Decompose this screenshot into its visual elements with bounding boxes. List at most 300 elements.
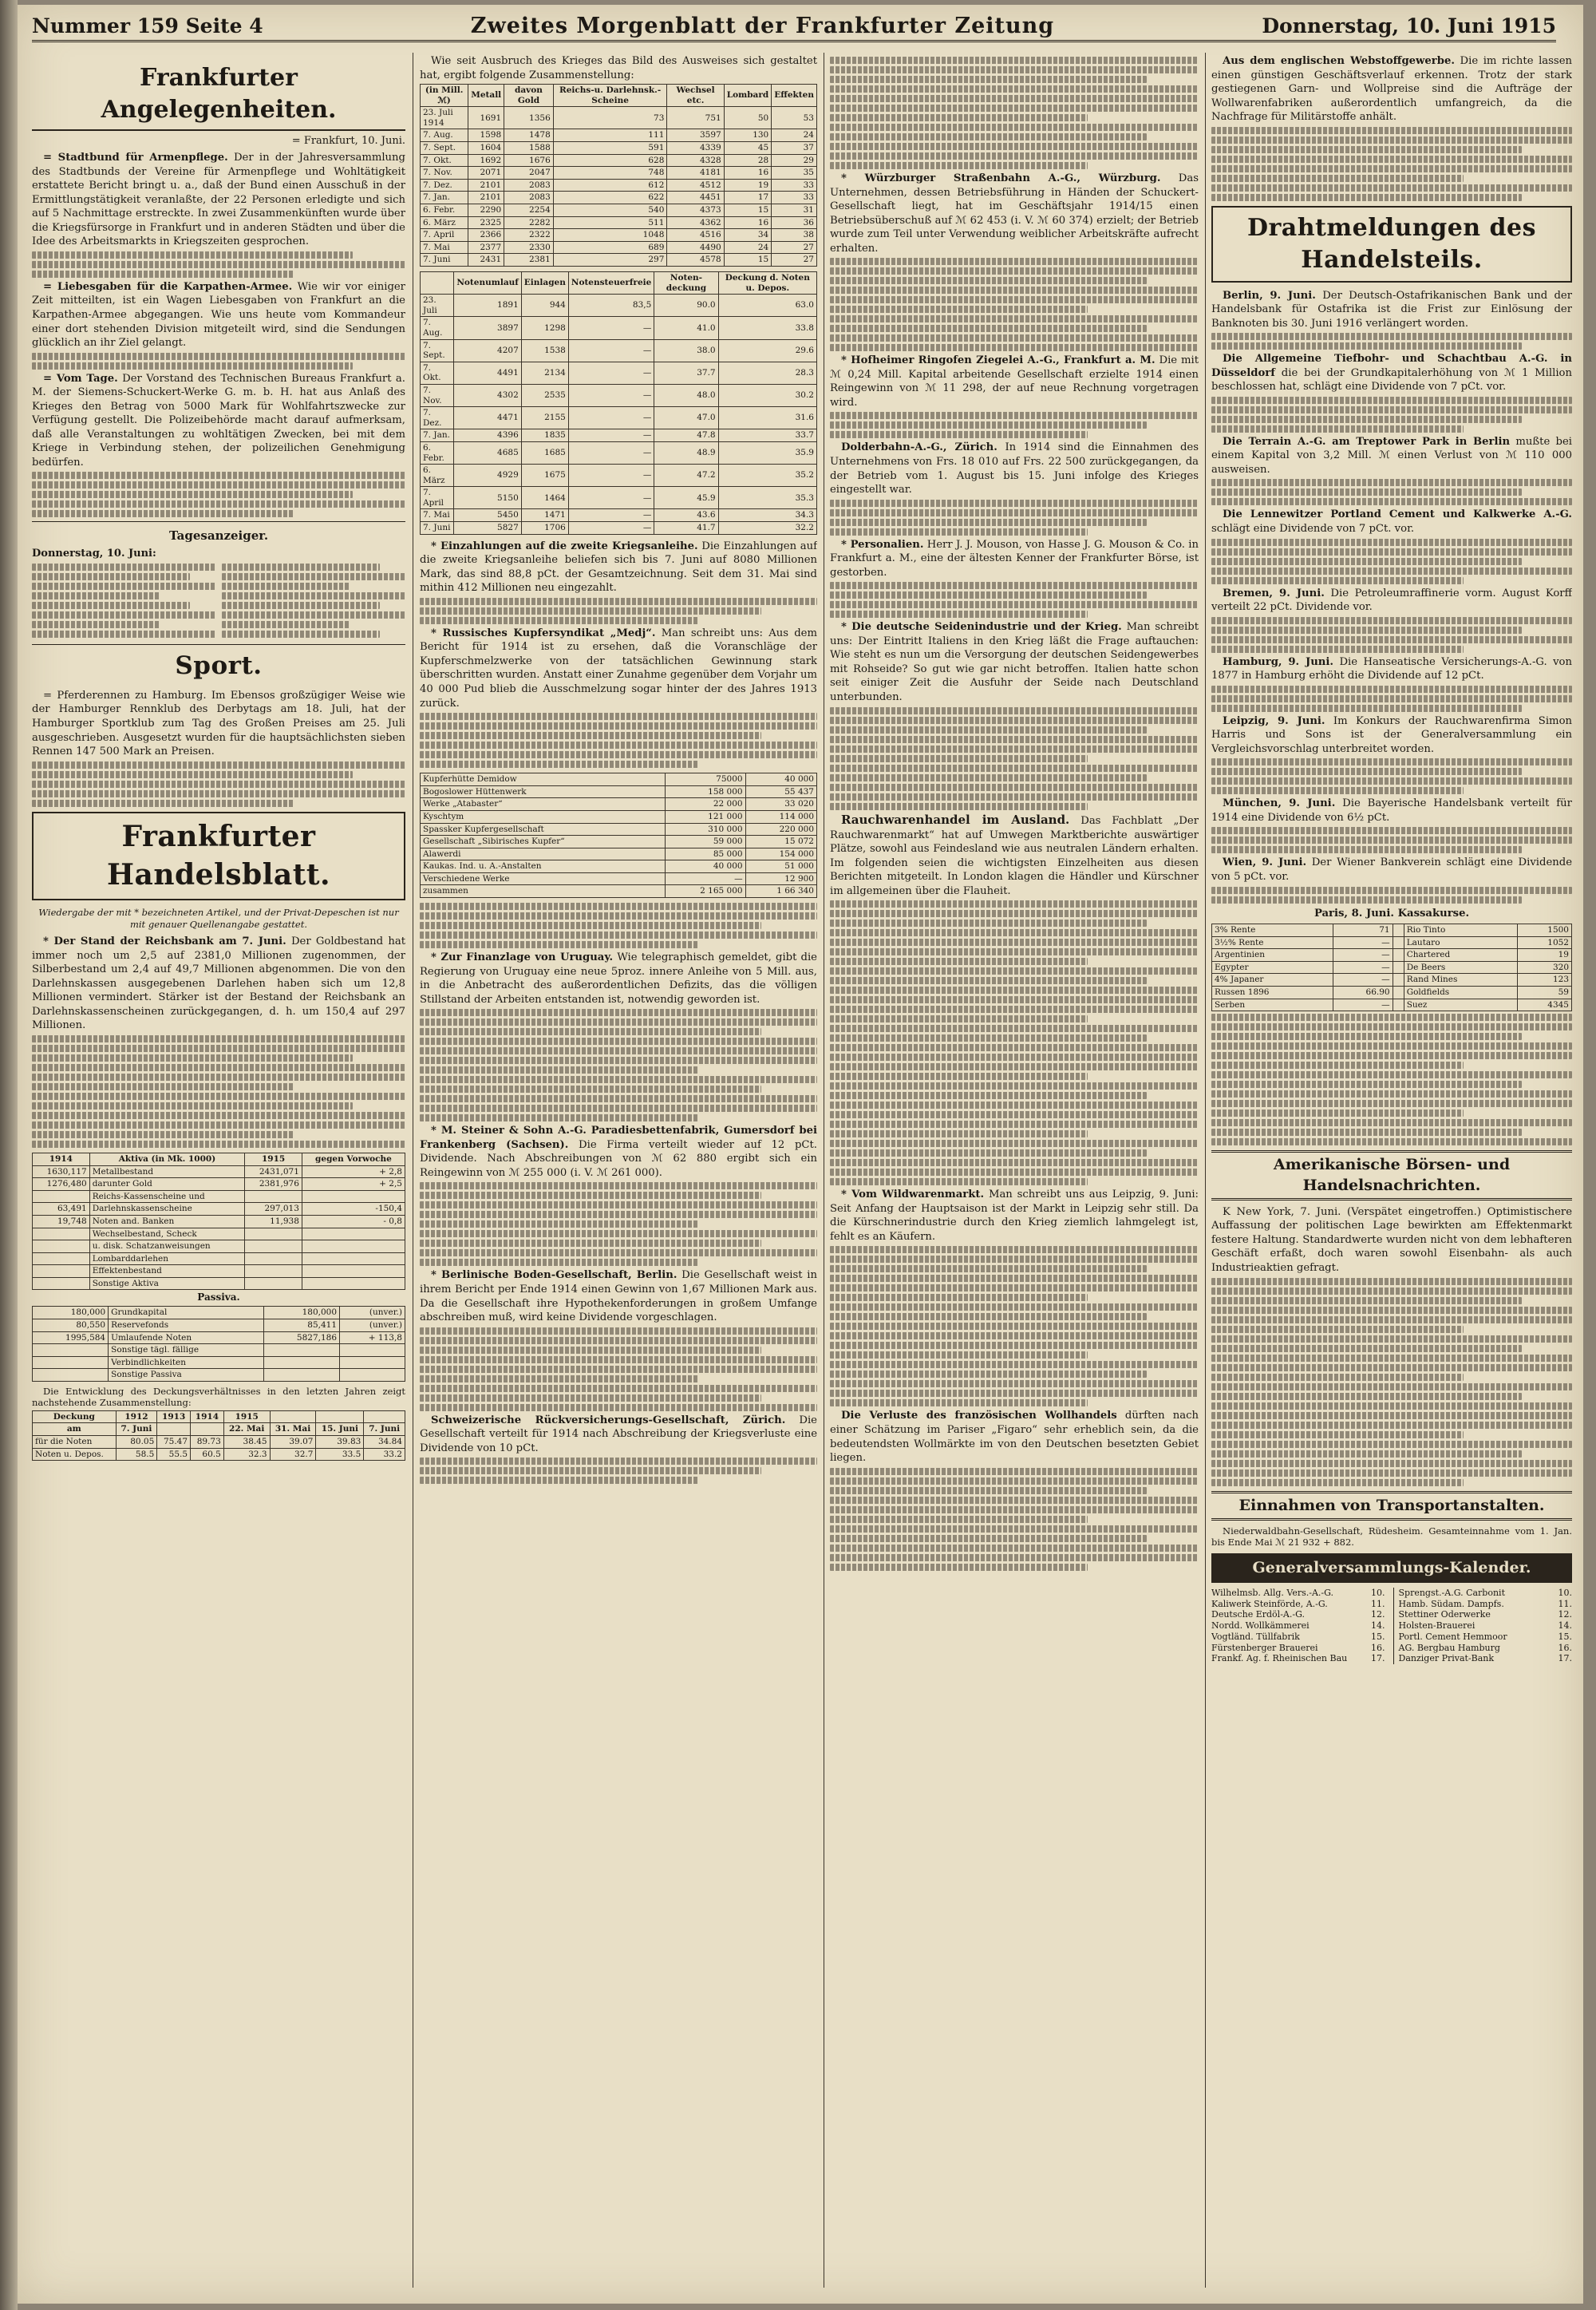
kalender-title: Generalversammlungs-Kalender. xyxy=(1211,1553,1572,1583)
text-line xyxy=(32,251,353,259)
meldung-text: Im Konkurs der Rauchwarenfirma Simon Harris und Sons ist der Generalversammlung ein Vergleichsvorschlag unterbreitet worden. xyxy=(1211,714,1572,755)
table-row xyxy=(421,192,817,204)
table-cell: 4328 xyxy=(667,154,724,167)
table-cell: — xyxy=(568,362,654,384)
table-row xyxy=(421,465,817,487)
text-line xyxy=(830,929,1199,936)
table-cell: 1052 xyxy=(1518,936,1572,949)
article-head: * Hofheimer Ringofen Ziegelei A.-G., Frankfurt a. M. xyxy=(841,354,1156,367)
text-line xyxy=(830,1554,1199,1561)
article-text: Die Gesellschaft weist in ihrem Bericht per Ende 1914 einen Gewinn von 1,67 Millionen Mark aus. Da die Gesellschaft ihre Hypothekenforderungen in großem Umfange abschreiben muß, wird keine Dividende vorgeschlagen. xyxy=(420,1269,817,1324)
table-cell: 37.7 xyxy=(654,362,718,384)
table-cell: Serben xyxy=(1212,999,1333,1011)
text-line xyxy=(830,1468,1199,1475)
amerika-title: Amerikanische Börsen- und Handelsnachrichten. xyxy=(1211,1150,1572,1200)
text-line xyxy=(222,611,405,619)
article xyxy=(420,951,817,1007)
table-cell: 4207 xyxy=(454,339,521,362)
article-head: * Personalien. xyxy=(841,538,924,551)
paris-table xyxy=(1211,924,1572,1011)
text-line xyxy=(32,1141,405,1148)
text-line xyxy=(830,315,1199,322)
kupfer-table xyxy=(420,773,817,898)
text-line xyxy=(420,1028,761,1035)
text-line xyxy=(830,95,1199,102)
text-line xyxy=(1211,695,1572,702)
table-cell: 28.3 xyxy=(718,362,816,384)
table-cell: 80.05 xyxy=(116,1435,157,1448)
table-cell: 2254 xyxy=(504,204,554,217)
text-line xyxy=(420,1458,817,1465)
table-cell: 48.9 xyxy=(654,441,718,464)
table-header-cell: 1914 xyxy=(191,1410,224,1423)
table-cell: 2071 xyxy=(468,167,504,180)
text-line xyxy=(420,732,761,739)
table-cell: Kyschtym xyxy=(421,810,666,823)
table-cell: — xyxy=(568,441,654,464)
table-row xyxy=(421,254,817,267)
table-cell: 1676 xyxy=(504,154,554,167)
table-cell: 7. Okt. xyxy=(421,362,454,384)
passiva-row xyxy=(33,1344,405,1357)
table-cell: 4929 xyxy=(454,465,521,487)
table-cell: u. disk. Schatzanweisungen xyxy=(89,1240,245,1253)
text-line xyxy=(830,431,1088,438)
text-line xyxy=(830,958,1088,965)
text-line xyxy=(1211,1355,1572,1362)
table-cell xyxy=(1393,924,1404,937)
table-cell: 40 000 xyxy=(666,860,746,873)
text-line xyxy=(830,344,1199,351)
table-cell: 4512 xyxy=(667,179,724,192)
table-cell xyxy=(245,1228,302,1240)
table-cell xyxy=(1393,987,1404,999)
table-cell xyxy=(33,1190,90,1203)
article xyxy=(420,1124,817,1180)
aktiva-row xyxy=(33,1165,405,1178)
table-cell xyxy=(263,1369,339,1382)
column-rule xyxy=(1205,53,1206,2288)
table-cell: 2101 xyxy=(468,192,504,204)
text-line xyxy=(420,1019,817,1026)
text-line xyxy=(420,617,698,624)
text-line xyxy=(32,1093,405,1100)
table-cell xyxy=(263,1344,339,1357)
text-line xyxy=(420,1095,817,1102)
kalender-date: 10. xyxy=(1371,1587,1385,1598)
article-text: Die im richte lassen einen günstigen Geschäftsverlauf erkennen. Trotz der stark gestiegenen Garn- und Wollpreise sind die Aufträge der Wollwarenfabriken außerordentlich umfangreich, da die Nachfrage für Militärstoffe anhält. xyxy=(1211,55,1572,124)
text-line xyxy=(32,1074,405,1081)
kalender-date: 17. xyxy=(1371,1653,1385,1664)
kupfer-row xyxy=(421,872,817,885)
table-cell: 2282 xyxy=(504,216,554,229)
table-row xyxy=(421,129,817,142)
table-header-cell: (in Mill. ℳ) xyxy=(421,85,468,107)
table-cell: 33.2 xyxy=(364,1448,405,1461)
text-line xyxy=(1211,1412,1572,1419)
text-line xyxy=(1211,1326,1464,1333)
text-line xyxy=(830,1545,1199,1552)
table-cell: 35.3 xyxy=(718,487,816,509)
table-header-cell: 22. Mai xyxy=(223,1423,270,1436)
table-cell: 7. April xyxy=(421,487,454,509)
table-cell: Noten u. Depos. xyxy=(33,1448,117,1461)
text-line xyxy=(420,1347,761,1354)
table-header-cell: davon Gold xyxy=(504,85,554,107)
text-line xyxy=(830,967,1199,975)
table-cell: 1478 xyxy=(504,129,554,142)
table-cell: 748 xyxy=(553,167,667,180)
table-cell: Kaukas. Ind. u. A.-Anstalten xyxy=(421,860,666,873)
text-line xyxy=(420,751,817,758)
text-line xyxy=(830,76,1147,83)
kalender-entry xyxy=(1211,1588,1385,1599)
text-line xyxy=(222,602,380,609)
text-line xyxy=(32,1102,353,1110)
text-line xyxy=(1211,194,1522,201)
table-cell xyxy=(302,1228,405,1240)
text-line xyxy=(830,1130,1088,1137)
text-line xyxy=(1211,705,1522,712)
passiva-row xyxy=(33,1331,405,1344)
text-line xyxy=(830,1169,1199,1176)
table-cell: Reichs-Kassenscheine und xyxy=(89,1190,245,1203)
table-cell: 30.2 xyxy=(718,384,816,406)
table-cell: 85 000 xyxy=(666,848,746,860)
sport-text: = Pferderennen zu Hamburg. Im Ebensos großzügiger Weise wie der Hamburger Rennklub des Derbytags am 18. Juli, hat der Hamburger Sportklub zum Tag des Großen Preises am 25. Juli ausgeschrieben. Ausgesetzt wurden für die hauptsächlichsten sieben Rennen 147 500 Mark an Preisen. xyxy=(32,689,405,758)
text-line xyxy=(830,1487,1147,1494)
meldung-text: Der Deutsch-Ostafrikanischen Bank und der Handelsbank für Ostafrika ist die Frist zur Einlösung der Banknoten bis 30. Juni 1916 verlängert worden. xyxy=(1211,289,1572,330)
text-line xyxy=(830,755,1088,762)
table-cell: Alawerdi xyxy=(421,848,666,860)
table-cell: Rand Mines xyxy=(1404,974,1517,987)
deckung-row xyxy=(33,1435,405,1448)
table-row xyxy=(421,509,817,522)
text-line xyxy=(420,1467,761,1474)
text-line xyxy=(222,631,380,638)
meldung-text: Die Bayerische Handelsbank verteilt für 1914 eine Dividende von 6½ pCt. xyxy=(1211,797,1572,824)
kalender-entry xyxy=(1399,1620,1573,1632)
kalender-date: 16. xyxy=(1558,1642,1572,1653)
text-line xyxy=(32,631,215,638)
table-cell: 114 000 xyxy=(745,810,816,823)
kupfer-row xyxy=(421,848,817,860)
table-cell xyxy=(302,1265,405,1278)
reichsbank-table-2 xyxy=(420,271,817,535)
text-line xyxy=(1211,175,1464,182)
table-header-cell xyxy=(270,1410,316,1423)
table-cell: 2381 xyxy=(504,254,554,267)
table-cell xyxy=(33,1277,90,1290)
table-cell: 33 xyxy=(772,179,817,192)
table-cell: 1500 xyxy=(1518,924,1572,937)
text-line xyxy=(830,287,1199,294)
text-line xyxy=(1211,777,1572,785)
table-cell: 24 xyxy=(724,241,772,254)
handelsblatt-note: Wiedergabe der mit * bezeichneten Artikel, und der Privat-Depeschen ist nur mit genauer Quellenangabe gestattet. xyxy=(38,907,399,930)
table-row xyxy=(421,216,817,229)
table-header-cell xyxy=(157,1423,191,1436)
table-row xyxy=(421,154,817,167)
sport-title: Sport. xyxy=(175,651,263,680)
table-cell: 33.8 xyxy=(718,317,816,339)
table-cell: 158 000 xyxy=(666,785,746,798)
table-cell: 1706 xyxy=(521,522,568,535)
table-cell: Russen 1896 xyxy=(1212,987,1333,999)
meldung-text: schlägt eine Dividende von 7 pCt. vor. xyxy=(1211,522,1415,535)
text-line xyxy=(1211,1090,1572,1098)
tagesanzeiger-date: Donnerstag, 10. Juni: xyxy=(32,548,156,560)
kalender-entry xyxy=(1211,1609,1385,1620)
table-cell: 2101 xyxy=(468,179,504,192)
kalender-company: Kaliwerk Steinförde, A.-G. xyxy=(1211,1598,1328,1609)
table-header-cell: Einlagen xyxy=(521,272,568,295)
article-head: Schweizerische Rückversicherungs-Gesellschaft, Zürich. xyxy=(431,1414,786,1426)
meldung-head: München, 9. Juni. xyxy=(1223,797,1336,810)
table-cell: 220 000 xyxy=(745,823,816,836)
text-line xyxy=(1211,1441,1572,1448)
text-line xyxy=(830,900,1199,908)
table-cell: 1298 xyxy=(521,317,568,339)
kalender-entry xyxy=(1211,1599,1385,1610)
text-line xyxy=(1211,1119,1572,1126)
text-line xyxy=(1211,1052,1572,1059)
table-cell xyxy=(340,1356,405,1369)
article-text: Das Unternehmen, dessen Betriebsführung in Händen der Schuckert-Gesellschaft liegt, hat im Geschäftsjahr 1914/15 einen Betriebsüberschuß auf ℳ 62 453 (i. V. ℳ 60 374) erzielt; der Betrieb wurde zum Teil unter Verwendung weiblicher Arbeitskräfte aufrecht erhalten. xyxy=(830,172,1199,255)
table-cell: 45.9 xyxy=(654,487,718,509)
text-line xyxy=(830,1015,1088,1022)
text-line xyxy=(1211,165,1572,172)
aktiva-row xyxy=(33,1252,405,1265)
table-cell: 7. April xyxy=(421,229,468,242)
article-head: = Stadtbund für Armenpflege. xyxy=(43,152,228,164)
text-line xyxy=(32,790,405,797)
kalender-company: Sprengst.-A.G. Carbonit xyxy=(1398,1587,1505,1598)
text-line xyxy=(830,1506,1199,1513)
text-line xyxy=(1211,146,1522,153)
table-row xyxy=(421,179,817,192)
aktiva-row xyxy=(33,1215,405,1228)
table-cell: Reservefonds xyxy=(109,1319,264,1332)
text-line xyxy=(1211,416,1522,423)
column-2 xyxy=(420,54,817,2289)
table-cell: 85,411 xyxy=(263,1319,339,1332)
article-text: dürften nach einer Schätzung im Pariser „Figaro“ sehr erheblich sein, da die bedeutendsten Wollmärkte im von den Deutschen besetzten Gebiet liegen. xyxy=(830,1410,1199,1465)
drahtmeldungen-title: Drahtmeldungen des Handelsteils. xyxy=(1211,206,1572,283)
table-cell: 34.84 xyxy=(364,1435,405,1448)
table-cell: 22 000 xyxy=(666,798,746,811)
table-cell: 4491 xyxy=(454,362,521,384)
text-line xyxy=(1211,827,1572,834)
table-cell xyxy=(1393,961,1404,974)
table-cell: 31.6 xyxy=(718,407,816,429)
table-cell: — xyxy=(568,465,654,487)
column-4 xyxy=(1211,54,1572,2289)
article-head: * Vom Wildwarenmarkt. xyxy=(841,1189,985,1201)
kalender-date: 12. xyxy=(1371,1609,1385,1620)
article xyxy=(830,1409,1199,1465)
table-header-cell: Reichs-u. Darlehnsk.-Scheine xyxy=(553,85,667,107)
table-cell: — xyxy=(568,317,654,339)
kupfer-row xyxy=(421,810,817,823)
article-head: * Einzahlungen auf die zweite Kriegsanleihe. xyxy=(431,540,698,552)
table-cell: — xyxy=(1333,936,1393,949)
text-line xyxy=(830,1361,1199,1368)
table-cell: 41.7 xyxy=(654,522,718,535)
kalender-date: 11. xyxy=(1558,1598,1572,1609)
paris-row xyxy=(1212,936,1572,949)
kalender-date: 15. xyxy=(1558,1631,1572,1642)
meldung xyxy=(1211,587,1572,615)
article-head: = Liebesgaben für die Karpathen-Armee. xyxy=(43,280,293,293)
text-line xyxy=(32,573,190,580)
text-line xyxy=(420,1230,817,1237)
table-cell: 1538 xyxy=(521,339,568,362)
table-cell: 6. März xyxy=(421,465,454,487)
table-cell: 751 xyxy=(667,107,724,129)
text-line xyxy=(1211,127,1572,134)
aktiva-row xyxy=(33,1190,405,1203)
table-cell: 47.2 xyxy=(654,465,718,487)
table-cell: 55.5 xyxy=(157,1448,191,1461)
table-cell: 1588 xyxy=(504,142,554,155)
text-line xyxy=(830,717,1199,724)
table-cell: 7. Nov. xyxy=(421,167,468,180)
aktiva-head: gegen Vorwoche xyxy=(302,1153,405,1165)
text-line xyxy=(830,765,1199,772)
meldung xyxy=(1211,435,1572,477)
kalender-company: Frankf. Ag. f. Rheinischen Bau xyxy=(1211,1653,1348,1664)
text-line xyxy=(1211,1393,1522,1400)
table-cell xyxy=(245,1277,302,1290)
text-line xyxy=(830,1140,1199,1147)
article-head: Die Verluste des französischen Wollhandels xyxy=(841,1410,1117,1422)
text-line xyxy=(830,1342,1199,1349)
text-line xyxy=(830,1265,1147,1272)
text-line xyxy=(1211,1364,1572,1371)
table-cell: 35 xyxy=(772,167,817,180)
text-line xyxy=(830,1390,1199,1397)
table-cell: 29.6 xyxy=(718,339,816,362)
deckung-row xyxy=(33,1448,405,1461)
text-line xyxy=(1211,577,1464,584)
section-title-frankfurter-angelegenheiten: Frankfurter Angelegenheiten. xyxy=(32,62,405,131)
text-line xyxy=(1211,1479,1464,1486)
text-line xyxy=(222,573,405,580)
tagesanzeiger-title: Tagesanzeiger. xyxy=(168,528,269,544)
text-line xyxy=(1211,1431,1464,1438)
table-cell: Grundkapital xyxy=(109,1307,264,1319)
text-line xyxy=(830,124,1199,131)
table-cell xyxy=(245,1265,302,1278)
table-cell: 180,000 xyxy=(33,1307,109,1319)
table-cell: 4362 xyxy=(667,216,724,229)
divider xyxy=(32,644,405,645)
table-cell: 7. Mai xyxy=(421,241,468,254)
table-cell: 36 xyxy=(772,216,817,229)
table-cell: 34.3 xyxy=(718,509,816,522)
table-cell: 39.07 xyxy=(270,1435,316,1448)
table-cell xyxy=(302,1277,405,1290)
table-cell: 2366 xyxy=(468,229,504,242)
table-cell: für die Noten xyxy=(33,1435,117,1448)
text-line xyxy=(420,1259,698,1266)
table-cell: 2322 xyxy=(504,229,554,242)
table-cell: 19 xyxy=(1518,949,1572,962)
table-cell: 4685 xyxy=(454,441,521,464)
kalender-company: Portl. Cement Hemmoor xyxy=(1398,1631,1507,1642)
text-line xyxy=(420,1477,698,1484)
text-line xyxy=(830,1497,1199,1504)
table-header-cell: Lombard xyxy=(724,85,772,107)
article xyxy=(32,151,405,249)
text-line xyxy=(1211,1460,1572,1467)
table-cell: — xyxy=(568,407,654,429)
table-cell: 310 000 xyxy=(666,823,746,836)
text-line xyxy=(420,713,817,720)
text-line xyxy=(830,582,1199,589)
kalender-entry xyxy=(1211,1620,1385,1632)
article xyxy=(420,627,817,710)
table-row xyxy=(421,407,817,429)
table-cell xyxy=(1393,999,1404,1011)
text-line xyxy=(32,1112,405,1119)
table-header-cell: Wechsel etc. xyxy=(667,85,724,107)
article-head: Rauchwarenhandel im Ausland. xyxy=(841,812,1070,827)
text-line xyxy=(420,1327,817,1335)
aktiva-row xyxy=(33,1228,405,1240)
text-line xyxy=(1211,1014,1572,1021)
kalender-company: Vogtländ. Tüllfabrik xyxy=(1211,1631,1300,1642)
table-cell xyxy=(245,1240,302,1253)
text-line xyxy=(1211,539,1572,546)
text-line xyxy=(420,903,817,910)
table-cell: 33 020 xyxy=(745,798,816,811)
text-line xyxy=(420,922,761,929)
table-cell: 66.90 xyxy=(1333,987,1393,999)
table-cell: 3½% Rente xyxy=(1212,936,1333,949)
table-cell: 111 xyxy=(553,129,667,142)
table-row xyxy=(421,142,817,155)
text-line xyxy=(830,85,1199,93)
table-cell: 7. Dez. xyxy=(421,407,454,429)
table-cell: 1 66 340 xyxy=(745,885,816,898)
table-header-cell: 1913 xyxy=(157,1410,191,1423)
article-head: * Die deutsche Seidenindustrie und der Krieg. xyxy=(841,621,1122,634)
kalender-entry xyxy=(1211,1643,1385,1654)
text-line xyxy=(1211,397,1572,404)
text-line xyxy=(32,491,353,498)
table-cell: — xyxy=(568,522,654,535)
table-cell: 5827,186 xyxy=(263,1331,339,1344)
text-line xyxy=(1211,548,1572,556)
text-line xyxy=(1211,768,1522,775)
kalender-date: 15. xyxy=(1371,1631,1385,1642)
table-cell: 16 xyxy=(724,167,772,180)
meldung xyxy=(1211,508,1572,536)
table-cell: + 2,5 xyxy=(302,1178,405,1191)
text-line xyxy=(830,519,1147,526)
text-line xyxy=(830,105,1199,112)
dateline: = Frankfurt, 10. Juni. xyxy=(291,134,405,147)
text-line xyxy=(222,564,380,571)
kalender-date: 14. xyxy=(1371,1620,1385,1632)
article xyxy=(420,1414,817,1456)
table-cell: Kupferhütte Demidow xyxy=(421,773,666,786)
table-cell: 2047 xyxy=(504,167,554,180)
text-line xyxy=(32,500,405,508)
text-line xyxy=(830,1399,1088,1406)
